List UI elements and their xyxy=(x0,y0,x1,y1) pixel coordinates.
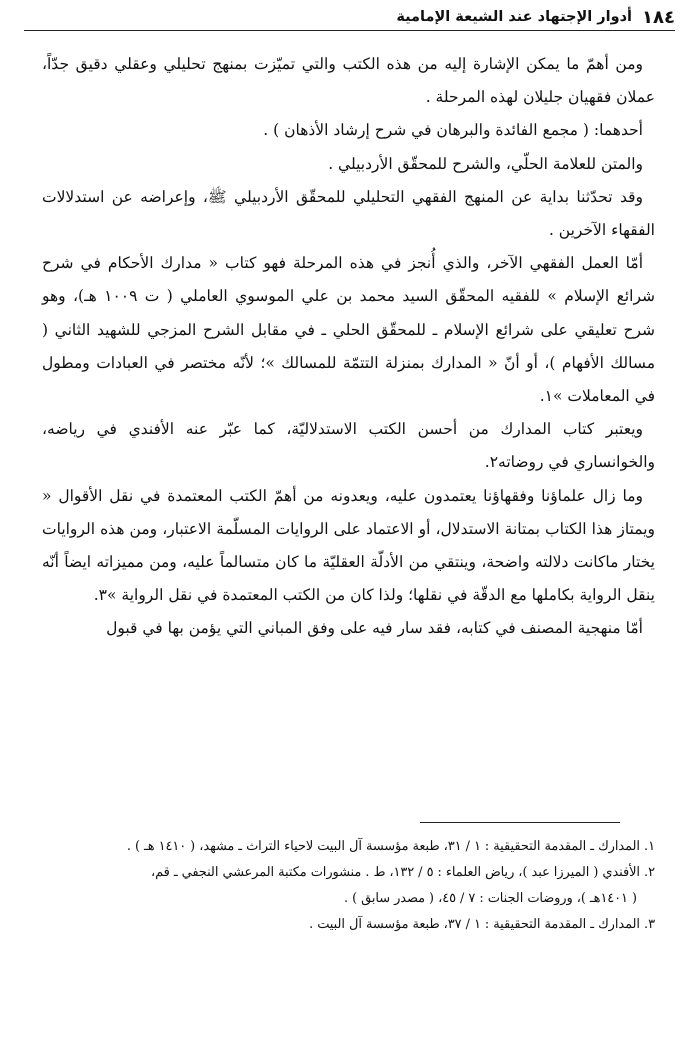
page-number: ١٨٤ xyxy=(642,6,675,28)
footnote-continuation: ( ١٤٠١هـ )، وروضات الجنات : ٧ / ٤٥، ( مصدر سابق ) . xyxy=(343,891,637,906)
footnote: ١. المدارك ـ المقدمة التحقيقية : ١ / ٣١، طبعة مؤسسة آل البيت لاحياء التراث ـ مشهد، ( ١٤١٠ هـ ) . xyxy=(126,839,655,854)
footnotes xyxy=(42,834,655,938)
running-title: أدوار الإجتهاد عند الشيعة الإمامية xyxy=(396,9,633,25)
paragraph: أمّا منهجية المصنف في كتابه، فقد سار فيه على وفق المباني التي يؤمن بها في قبول xyxy=(106,619,643,638)
paragraph: والمتن للعلامة الحلّي، والشرح للمحقّق الأردبيلي . xyxy=(328,154,643,173)
paragraph: ويعتبر كتاب المدارك من أحسن الكتب الاستدلاليّة، كما عبّر عنه الأفندي في رياضه، والخوانساري في روضاته٢. xyxy=(42,420,655,472)
paragraph: وما زال علماؤنا وفقهاؤنا يعتمدون عليه، ويعدونه من أهمّ الكتب المعتمدة في نقل الأقوال « ويمتاز هذا الكتاب بمتانة الاستدلال، أو الاعتماد على الروايات المسلّمة الاعتبار، ومن هذه الروايات يختار ماكانت دلالته واضحة، وينتقي من الأدلّة العقليّة ما كان متسالماً عليه، ومن مميزاته ايضاً أنّه ينقل الرواية بكاملها مع الدقّة في نقلها؛ ولذا كان من الكتب المعتمدة في نقل الرواية »٣. xyxy=(42,486,655,605)
paragraph: ومن أهمّ ما يمكن الإشارة إليه من هذه الكتب والتي تميّزت بمنهج تحليلي وعقلي دقيق جدّاً، عملان فقهيان جليلان لهذه المرحلة . xyxy=(42,55,655,107)
footnote: ٣. المدارك ـ المقدمة التحقيقية : ١ / ٣٧، طبعة مؤسسة آل البيت . xyxy=(309,917,655,932)
main-text xyxy=(42,48,655,646)
paragraph: أمّا العمل الفقهي الآخر، والذي أُنجز في هذه المرحلة فهو كتاب « مدارك الأحكام في شرح شرائع الإسلام » للفقيه المحقّق السيد محمد بن علي الموسوي العاملي ( ت ١٠٠٩ هـ)، وهو شرح تعليقي على شرائع الإسلام ـ للمحقّق الحلي ـ في مقابل الشرح المزجي للشهيد الثاني ( مسالك الأفهام )، أو أنّ « المدارك بمنزلة التتمّة للمسالك »؛ لأنّه مختصر في العبادات ومطول في المعاملات »١. xyxy=(42,254,655,406)
footnote-separator xyxy=(420,822,620,823)
footnote: ٢. الأفندي ( الميرزا عبد )، رياض العلماء : ٥ / ١٣٢، ط . منشورات مكتبة المرعشي النجفي ـ قم، xyxy=(151,865,655,880)
paragraph: أحدهما: ( مجمع الفائدة والبرهان في شرح إرشاد الأذهان ) . xyxy=(263,121,643,140)
running-header xyxy=(24,4,675,31)
paragraph: وقد تحدّثنا بداية عن المنهج الفقهي التحليلي للمحقّق الأردبيلي ﷺ، وإعراضه عن استدلالات الفقهاء الآخرين . xyxy=(42,187,655,240)
